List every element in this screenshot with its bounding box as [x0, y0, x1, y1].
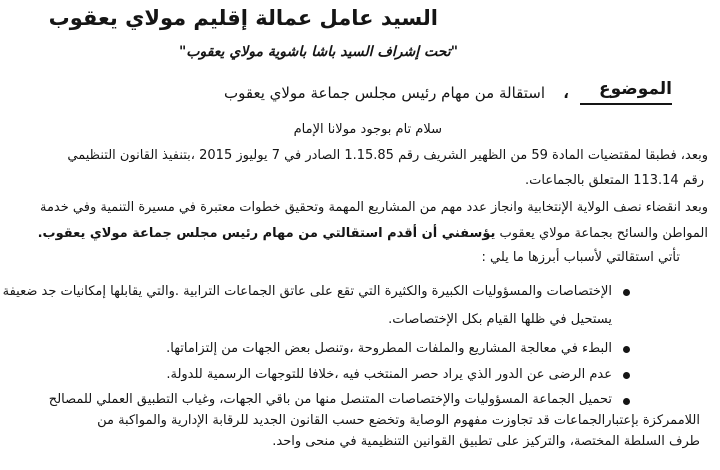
subject-separator: ،: [563, 84, 569, 102]
reasons-intro: تأتي استقالتي لأسباب أبرزها ما يلي :: [481, 250, 680, 265]
paragraph2-line2: [38, 226, 708, 241]
reason-4-line3: طرف السلطة المختصة، والتركيز على تطبيق القوانين التنظيمية في منحى واحد.: [272, 434, 700, 449]
bullet-icon: [623, 346, 630, 353]
greeting: سلام تام بوجود مولانا الإمام: [293, 122, 442, 137]
subject-text: استقالة من مهام رئيس مجلس جماعة مولاي يعقوب: [224, 84, 545, 102]
addressee-title: السيد عامل عمالة إقليم مولاي يعقوب: [48, 6, 438, 30]
subject-label: الموضوع: [599, 79, 672, 99]
reason-1-line1: الإختصاصات والمسؤوليات الكبيرة والكثيرة التي تقع على عاتق الجماعات الترابية .والتي يقابلها إمكانيات جد ضعيفة: [2, 284, 612, 299]
reason-4-line1: تحميل الجماعة المسؤوليات والإختصاصات المتنصل منها من باقي الجهات، وغياب التطبيق العملي للمصالح: [48, 392, 612, 407]
paragraph1-line2: رقم 113.14 المتعلق بالجماعات.: [525, 173, 704, 188]
paragraph2-line2-plain: المواطن والسائح بجماعة مولاي يعقوب: [495, 226, 708, 241]
reason-1-line2: يستحيل في ظلها القيام بكل الإختصاصات.: [388, 312, 612, 327]
reason-2-line1: البطء في معالجة المشاريع والملفات المطروحة ،وتنصل بعض الجهات من إلتزاماتها.: [166, 341, 612, 356]
reason-3-line1: عدم الرضى عن الدور الذي يراد حصر المنتخب فيه ،خلافا للتوجهات الرسمية للدولة.: [166, 367, 612, 382]
resignation-statement: يؤسفني أن أقدم استقالتي من مهام رئيس مجلس جماعة مولاي يعقوب.: [37, 226, 496, 241]
subject-underline: [580, 103, 672, 105]
reason-4-line2: اللاممركزة بإعتبارالجماعات قد تجاوزت مفهوم الوصاية وتخضع حسب القانون الجديد للرقابة الإدارية والمواكبة من: [97, 413, 700, 428]
bullet-icon: [623, 289, 630, 296]
addressee-subtitle: "تحت إشراف السيد باشا باشوية مولاي يعقوب": [179, 44, 458, 60]
paragraph1-line1: وبعد، فطبقا لمقتضيات المادة 59 من الظهير الشريف رقم 1.15.85 الصادر في 7 يوليوز 2015 ،بتنفيذ القانون التنظيمي: [67, 148, 708, 163]
bullet-icon: [623, 398, 630, 405]
bullet-icon: [623, 372, 630, 379]
paragraph2-line1: وبعد انقضاء نصف الولاية الإنتخابية وانجاز عدد مهم من المشاريع المهمة وتحقيق خطوات معتبرة في مسيرة التنمية وفي خدمة: [39, 200, 708, 215]
